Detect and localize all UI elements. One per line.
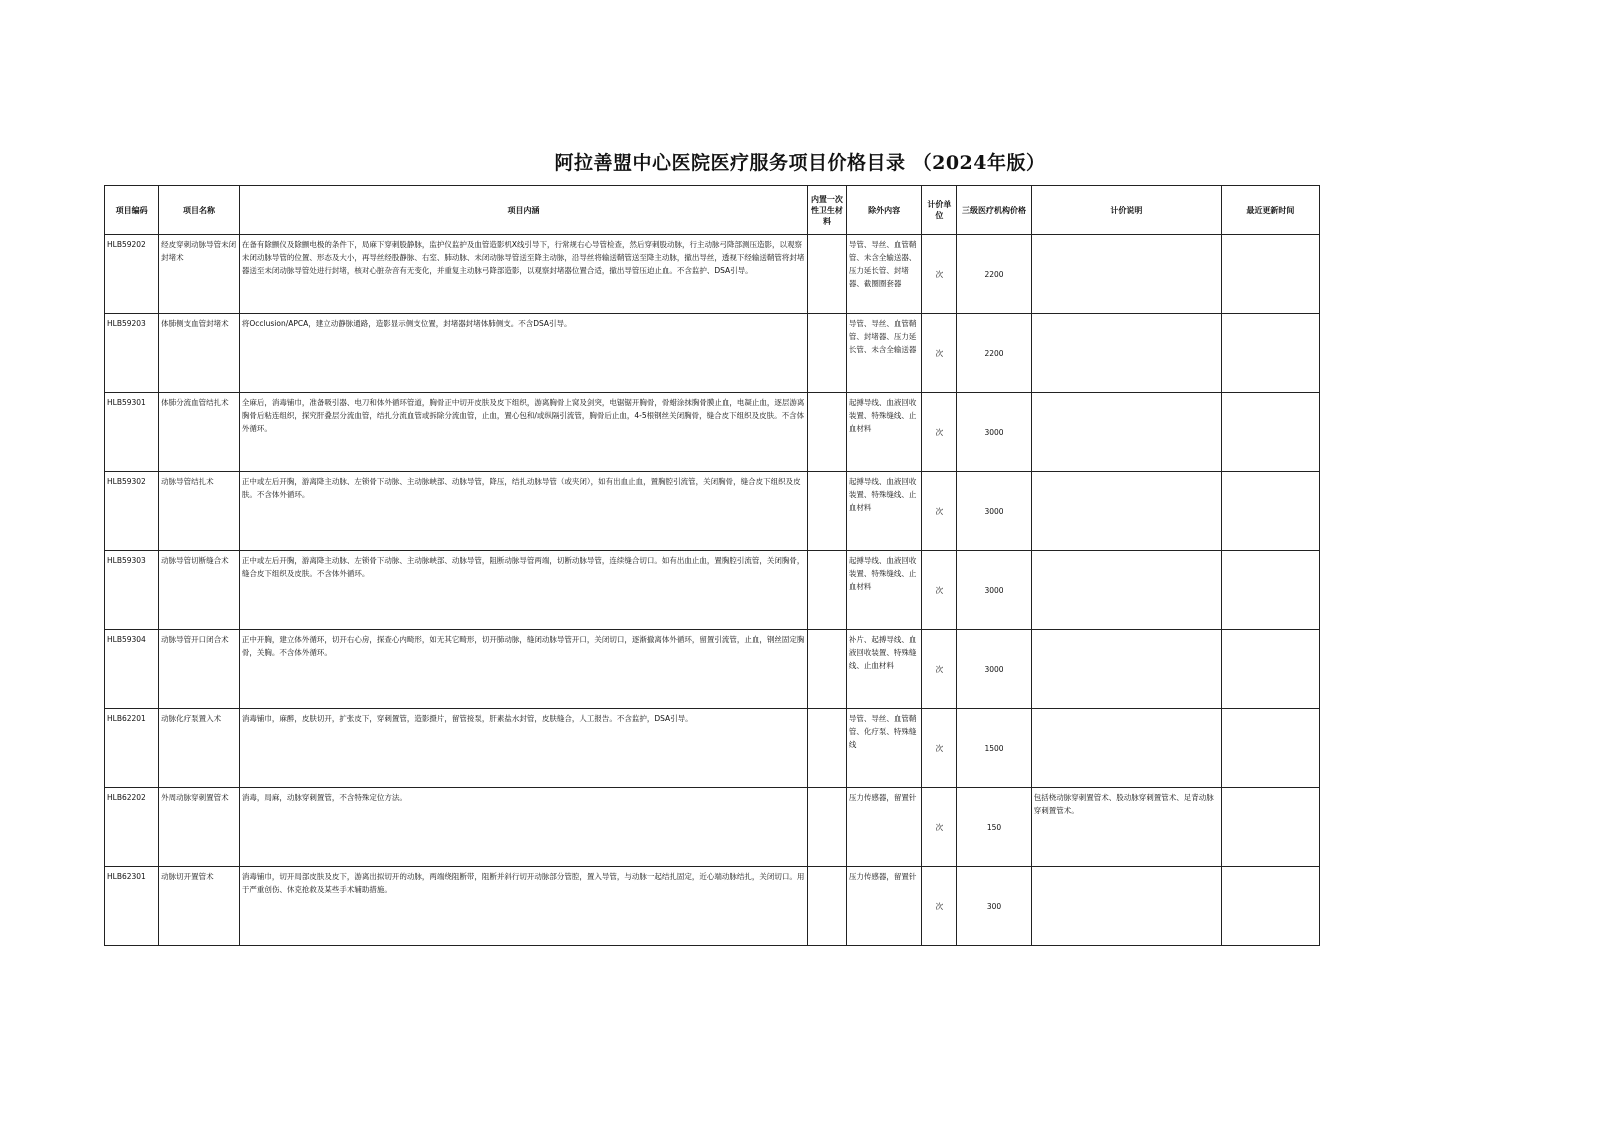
header-unit: 计价单位 — [922, 186, 957, 235]
cell-material — [808, 788, 847, 867]
cell-material — [808, 235, 847, 314]
cell-content: 全麻后，消毒铺巾，准备吸引器、电刀和体外循环管道，胸骨正中切开皮肤及皮下组织，游离胸骨上窝及剑突，电锯锯开胸骨，骨蜡涂抹胸骨膜止血，电凝止血，逐层游离胸骨后粘连组织，探究肝叠层分流血管，结扎分流血管或拆除分流血管，止血，置心包和/或纵隔引流管，胸骨后止血，4-5根钢丝关闭胸骨，缝合皮下组织及皮肤。不含体外循环。 — [239, 393, 807, 472]
header-material: 内置一次性卫生材料 — [808, 186, 847, 235]
header-code: 项目编码 — [105, 186, 159, 235]
table-row — [105, 472, 1320, 551]
cell-material — [808, 551, 847, 630]
cell-unit: 次 — [922, 235, 957, 314]
header-excluded: 除外内容 — [846, 186, 922, 235]
table-body — [105, 235, 1320, 946]
cell-code: HLB59203 — [105, 314, 159, 393]
table-row — [105, 235, 1320, 314]
cell-excluded: 压力传感器，留置针 — [846, 788, 922, 867]
cell-date — [1221, 235, 1319, 314]
cell-date — [1221, 551, 1319, 630]
cell-date — [1221, 709, 1319, 788]
cell-price: 2200 — [957, 235, 1032, 314]
cell-code: HLB59301 — [105, 393, 159, 472]
price-catalog-table — [104, 185, 1320, 946]
cell-material — [808, 867, 847, 946]
cell-material — [808, 472, 847, 551]
cell-material — [808, 393, 847, 472]
cell-note — [1031, 235, 1221, 314]
header-name: 项目名称 — [159, 186, 240, 235]
cell-price: 1500 — [957, 709, 1032, 788]
cell-code: HLB62202 — [105, 788, 159, 867]
cell-note — [1031, 314, 1221, 393]
cell-name: 动脉导管结扎术 — [159, 472, 240, 551]
cell-name: 经皮穿刺动脉导管未闭封堵术 — [159, 235, 240, 314]
cell-content: 消毒铺巾，麻醉，皮肤切开，扩张皮下，穿刺置管，造影摄片，留管接泵，肝素盐水封管，皮肤缝合，人工报告。不含监护，DSA引导。 — [239, 709, 807, 788]
cell-date — [1221, 630, 1319, 709]
cell-date — [1221, 788, 1319, 867]
cell-excluded: 导管、导丝、血管鞘管、未含全输送器、压力延长管、封堵器、截圈圈套器 — [846, 235, 922, 314]
cell-content: 正中开胸，建立体外循环，切开右心房，探查心内畸形，如无其它畸形，切开肺动脉，缝闭动脉导管开口，关闭切口，逐渐撤离体外循环，留置引流管，止血，钢丝固定胸骨，关胸。不含体外循环。 — [239, 630, 807, 709]
cell-code: HLB59304 — [105, 630, 159, 709]
table-row — [105, 630, 1320, 709]
cell-name: 动脉切开置管术 — [159, 867, 240, 946]
cell-unit: 次 — [922, 472, 957, 551]
cell-price: 150 — [957, 788, 1032, 867]
cell-unit: 次 — [922, 314, 957, 393]
table-row — [105, 393, 1320, 472]
cell-content: 消毒，局麻，动脉穿刺置管，不含特殊定位方法。 — [239, 788, 807, 867]
cell-date — [1221, 472, 1319, 551]
cell-code: HLB62201 — [105, 709, 159, 788]
cell-content: 正中或左后开胸，游离降主动脉、左锁骨下动脉、主动脉峡部、动脉导管，阻断动脉导管两端，切断动脉导管，连续缝合切口。如有出血止血，置胸腔引流管，关闭胸骨，缝合皮下组织及皮肤。不含体外循环。 — [239, 551, 807, 630]
cell-excluded: 补片、起搏导线、血液回收装置、特殊缝线、止血材料 — [846, 630, 922, 709]
cell-note: 包括桡动脉穿刺置管术、股动脉穿刺置管术、足背动脉穿刺置管术。 — [1031, 788, 1221, 867]
cell-price: 3000 — [957, 393, 1032, 472]
cell-unit: 次 — [922, 630, 957, 709]
cell-code: HLB59303 — [105, 551, 159, 630]
table-row — [105, 551, 1320, 630]
header-date: 最近更新时间 — [1221, 186, 1319, 235]
cell-material — [808, 314, 847, 393]
table-header — [105, 186, 1320, 235]
cell-code: HLB59202 — [105, 235, 159, 314]
cell-date — [1221, 867, 1319, 946]
table-row — [105, 709, 1320, 788]
cell-content: 消毒铺巾，切开局部皮肤及皮下，游离出拟切开的动脉，两端绕阻断带，阻断并斜行切开动脉部分管腔，置入导管，与动脉一起结扎固定，近心端动脉结扎，关闭切口。用于严重创伤、休克抢救及某些手术辅助措施。 — [239, 867, 807, 946]
cell-date — [1221, 314, 1319, 393]
cell-name: 动脉化疗泵置入术 — [159, 709, 240, 788]
cell-code: HLB59302 — [105, 472, 159, 551]
cell-price: 300 — [957, 867, 1032, 946]
cell-material — [808, 709, 847, 788]
cell-excluded: 起搏导线、血液回收装置、特殊缝线、止血材料 — [846, 472, 922, 551]
cell-note — [1031, 472, 1221, 551]
cell-unit: 次 — [922, 709, 957, 788]
header-content: 项目内涵 — [239, 186, 807, 235]
cell-excluded: 压力传感器，留置针 — [846, 867, 922, 946]
cell-note — [1031, 630, 1221, 709]
table-row — [105, 788, 1320, 867]
cell-content: 将Occlusion/APCA，建立动静脉通路，造影显示侧支位置，封堵器封堵体肺侧支。不含DSA引导。 — [239, 314, 807, 393]
cell-price: 3000 — [957, 630, 1032, 709]
cell-excluded: 起搏导线、血液回收装置、特殊缝线、止血材料 — [846, 551, 922, 630]
cell-name: 外周动脉穿刺置管术 — [159, 788, 240, 867]
cell-unit: 次 — [922, 788, 957, 867]
header-row — [105, 186, 1320, 235]
cell-date — [1221, 393, 1319, 472]
cell-code: HLB62301 — [105, 867, 159, 946]
cell-name: 体肺侧支血管封堵术 — [159, 314, 240, 393]
cell-name: 体肺分流血管结扎术 — [159, 393, 240, 472]
document-title: 阿拉善盟中心医院医疗服务项目价格目录 （2024年版） — [554, 152, 1046, 174]
cell-note — [1031, 393, 1221, 472]
cell-unit: 次 — [922, 867, 957, 946]
cell-excluded: 导管、导丝、血管鞘管、封堵器、压力延长管、未含全输送器 — [846, 314, 922, 393]
cell-excluded: 导管、导丝、血管鞘管、化疗泵、特殊缝线 — [846, 709, 922, 788]
header-price: 三级医疗机构价格 — [957, 186, 1032, 235]
cell-price: 2200 — [957, 314, 1032, 393]
cell-note — [1031, 551, 1221, 630]
cell-content: 在备有除颤仪及除颤电极的条件下，局麻下穿刺股静脉，监护仪监护及血管造影机X线引导下，行常规右心导管检查，然后穿刺股动脉，行主动脉弓降部测压造影，以观察未闭动脉导管的位置、形态及大小，再导丝经股静脉、右室、肺动脉、未闭动脉导管送至降主动脉，沿导丝将输送鞘管送至降主动脉，撤出导丝，透视下经输送鞘管将封堵器送至未闭动脉导管处进行封堵，核对心脏杂音有无变化，并重复主动脉弓降部造影，以观察封堵器位置合适，撤出导管压迫止血。不含监护、DSA引导。 — [239, 235, 807, 314]
cell-unit: 次 — [922, 393, 957, 472]
cell-name: 动脉导管切断缝合术 — [159, 551, 240, 630]
table-row — [105, 867, 1320, 946]
cell-content: 正中或左后开胸，游离降主动脉、左锁骨下动脉、主动脉峡部、动脉导管，降压，结扎动脉导管（或夹闭），如有出血止血，置胸腔引流管，关闭胸骨，缝合皮下组织及皮肤。不含体外循环。 — [239, 472, 807, 551]
cell-unit: 次 — [922, 551, 957, 630]
cell-name: 动脉导管开口闭合术 — [159, 630, 240, 709]
cell-note — [1031, 867, 1221, 946]
table-row — [105, 314, 1320, 393]
cell-price: 3000 — [957, 472, 1032, 551]
cell-material — [808, 630, 847, 709]
cell-price: 3000 — [957, 551, 1032, 630]
cell-excluded: 起搏导线、血液回收装置、特殊缝线、止血材料 — [846, 393, 922, 472]
header-note: 计价说明 — [1031, 186, 1221, 235]
cell-note — [1031, 709, 1221, 788]
